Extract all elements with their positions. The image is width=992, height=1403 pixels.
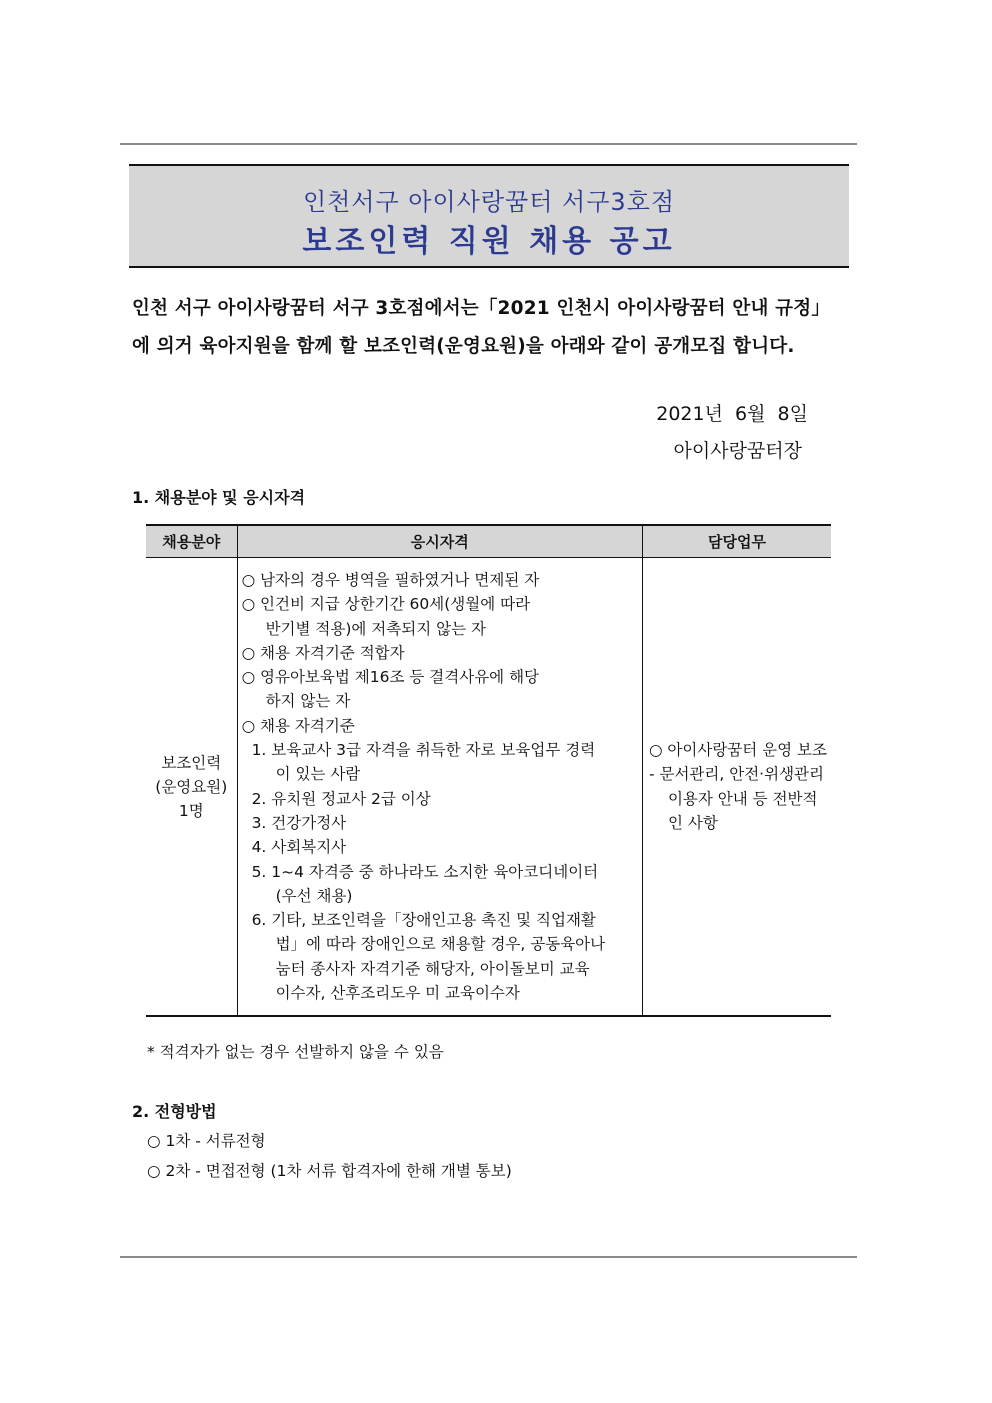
top-rule xyxy=(120,143,857,145)
qualification-line: ○ 채용 자격기준 적합자 xyxy=(241,643,405,662)
qualification-cell xyxy=(237,558,642,1017)
qualification-line: ○ 인건비 지급 상한기간 60세(생월에 따라 xyxy=(241,595,531,614)
selection-step: ○ 1차 - 서류전형 xyxy=(147,1132,266,1150)
qualification-line: 2. 유치원 정교사 2급 이상 xyxy=(251,789,431,808)
qualification-line: 5. 1~4 자격증 중 하나라도 소지한 육아코디네이터 xyxy=(251,862,599,881)
column-header: 담당업무 xyxy=(642,525,831,558)
qualification-line: ○ 채용 자격기준 xyxy=(241,716,355,735)
qualification-line: 반기별 적용)에 저촉되지 않는 자 xyxy=(265,619,486,638)
section-heading: 2. 전형방법 xyxy=(132,1102,217,1121)
qualification-line: 6. 기타, 보조인력을「장애인고용 촉진 및 직업재활 xyxy=(251,911,596,930)
issuer: 아이사랑꿈터장 xyxy=(673,440,802,462)
qualification-line: ○ 영유아보육법 제16조 등 결격사유에 해당 xyxy=(241,668,540,687)
field-name: 보조인력 xyxy=(161,753,222,772)
duty-line: - 문서관리, 안전·위생관리 xyxy=(648,765,824,784)
qualification-line: 하지 않는 자 xyxy=(265,692,351,711)
column-header: 응시자격 xyxy=(237,525,642,558)
qualification-line: 이수자, 산후조리도우 미 교육이수자 xyxy=(275,984,520,1003)
bottom-rule xyxy=(120,1256,857,1258)
page-title: 보조인력 직원 채용 공고 xyxy=(302,224,676,259)
qualification-line: 3. 건강가정사 xyxy=(251,813,347,832)
qualification-line: 눔터 종사자 자격기준 해당자, 아이돌보미 교육 xyxy=(275,959,590,978)
intro-line: 에 의거 육아지원을 함께 할 보조인력(운영요원)을 아래와 같이 공개모집 합니다. xyxy=(132,336,795,357)
duty-line: ○ 아이사랑꿈터 운영 보조 xyxy=(648,741,827,760)
intro-line: 인천 서구 아이사랑꿈터 서구 3호점에서는「2021 인천시 아이사랑꿈터 안내 규정」 xyxy=(132,298,831,319)
qualification-line: (우선 채용) xyxy=(275,886,353,905)
duty-line: 인 사항 xyxy=(667,813,718,832)
org-name: 인천서구 아이사랑꿈터 서구3호점 xyxy=(302,188,676,216)
duties-cell xyxy=(642,558,831,1017)
duty-line: 이용자 안내 등 전반적 xyxy=(667,789,818,808)
field-count: 1명 xyxy=(178,801,204,820)
field-role: (운영요원) xyxy=(155,777,228,796)
issue-date: 2021년 6월 8일 xyxy=(656,403,808,425)
table-row xyxy=(146,558,831,1017)
qualification-line: 법」에 따라 장애인으로 채용할 경우, 공동육아나 xyxy=(275,935,606,954)
section-heading: 1. 채용분야 및 응시자격 xyxy=(132,488,306,507)
title-box xyxy=(129,164,849,268)
qualification-line: 이 있는 사람 xyxy=(275,765,361,784)
recruitment-table xyxy=(146,524,831,1017)
column-header: 채용분야 xyxy=(146,525,237,558)
table-header-row xyxy=(146,525,831,558)
qualification-line: 1. 보육교사 3급 자격을 취득한 자로 보육업무 경력 xyxy=(251,741,596,760)
selection-step: ○ 2차 - 면접전형 (1차 서류 합격자에 한해 개별 통보) xyxy=(147,1162,512,1180)
footnote: * 적격자가 없는 경우 선발하지 않을 수 있음 xyxy=(147,1043,444,1061)
qualification-line: 4. 사회복지사 xyxy=(251,838,347,857)
intro-paragraph xyxy=(132,290,857,366)
qualification-line: ○ 남자의 경우 병역을 필하였거나 면제된 자 xyxy=(241,571,540,589)
field-cell xyxy=(146,558,237,1017)
